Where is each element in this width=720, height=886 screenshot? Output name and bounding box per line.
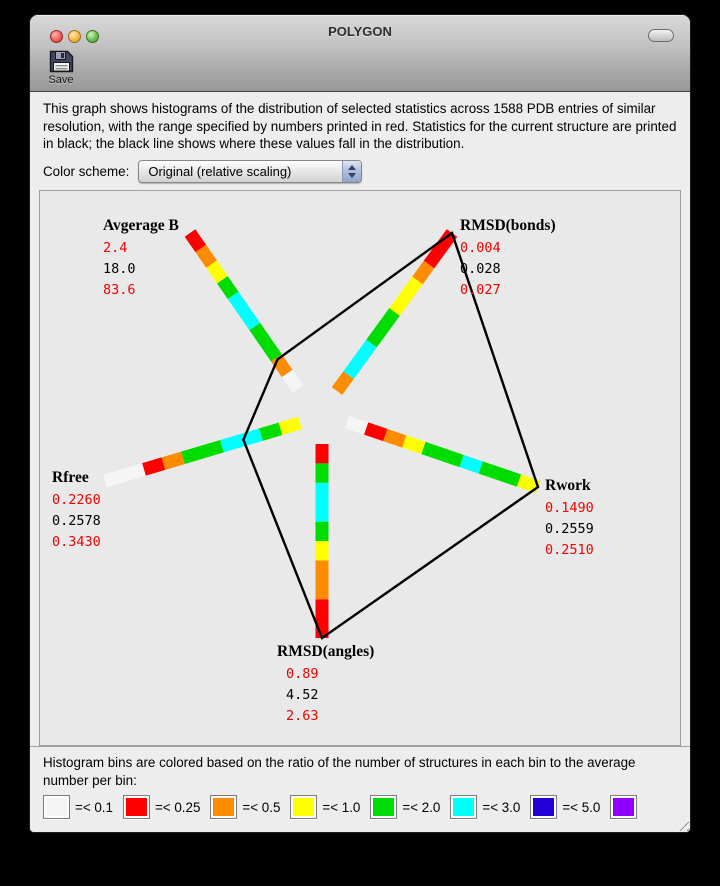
legend-swatch-fill xyxy=(293,798,314,816)
axis-max-rwork: 0.2510 xyxy=(545,542,594,558)
axis-label-rmsd-bonds: RMSD(bonds) xyxy=(460,217,556,234)
color-scheme-row xyxy=(43,159,362,183)
legend-bin-label: =< 3.0 xyxy=(482,799,521,815)
axis-block-rmsd-bonds xyxy=(460,217,556,301)
stepper-arrows-icon xyxy=(342,161,361,182)
axis-value-rmsd-bonds: 0.028 xyxy=(460,261,501,277)
histogram-segment-rwork-red xyxy=(366,429,385,436)
histogram-segment-rfree-red xyxy=(144,464,164,470)
axis-min-rfree: 0.2260 xyxy=(52,492,101,508)
histogram-segment-bonds-cyan xyxy=(349,344,372,376)
axis-block-rwork xyxy=(545,477,594,561)
axis-min-rmsd-angles: 0.89 xyxy=(286,666,319,682)
axis-block-rfree xyxy=(52,469,101,553)
histogram-segment-bonds-red xyxy=(429,233,452,265)
legend-bin-row xyxy=(43,795,649,819)
axis-block-average-b xyxy=(103,217,179,301)
floppy-disk-icon xyxy=(49,50,74,73)
axis-block-rmsd-angles xyxy=(277,643,374,727)
legend-bin-label: =< 5.0 xyxy=(562,799,601,815)
legend-bin-label: =< 0.5 xyxy=(242,799,281,815)
legend-swatch-white xyxy=(43,795,70,819)
description-text: This graph shows histograms of the distribution of selected statistics across 1588 PDB entries of similar resolution, with the range specified by numbers printed in red. Statistics for the current structure are printed in black; the black line shows where these values fall in the distribution. xyxy=(43,101,677,151)
axis-max-average-b: 83.6 xyxy=(103,282,136,298)
axis-value-rwork: 0.2559 xyxy=(545,521,594,537)
description-section xyxy=(30,92,690,190)
histogram-segment-rfree-cyan xyxy=(222,435,261,447)
histogram-segment-rwork-orange xyxy=(385,435,404,442)
legend-swatch-fill xyxy=(213,798,234,816)
histogram-segment-avg_b-white xyxy=(287,373,298,389)
legend-swatch-fill xyxy=(533,798,554,816)
axis-max-rmsd-bonds: 0.027 xyxy=(460,282,501,298)
window-title: POLYGON xyxy=(328,24,392,39)
polygon-window xyxy=(30,15,690,832)
legend-swatch-yellow xyxy=(290,795,317,819)
histogram-segment-rwork-yellow xyxy=(404,442,423,449)
histogram-segment-rfree-green xyxy=(261,429,281,435)
histogram-segment-avg_b-green xyxy=(255,327,277,358)
legend-bin-purple xyxy=(610,795,642,819)
save-button[interactable] xyxy=(43,50,79,90)
legend-swatch-purple xyxy=(610,795,637,819)
histogram-segment-bonds-orange xyxy=(418,265,430,281)
axis-min-rwork: 0.1490 xyxy=(545,500,594,516)
legend-bin-label: =< 1.0 xyxy=(322,799,361,815)
axis-min-average-b: 2.4 xyxy=(103,240,128,256)
legend-swatch-fill xyxy=(453,798,474,816)
legend-bin-label: =< 2.0 xyxy=(402,799,441,815)
legend-swatch-green xyxy=(370,795,397,819)
histogram-segment-avg_b-cyan xyxy=(233,295,255,326)
legend-description-text: Histogram bins are colored based on the ratio of the number of structures in each bin to the average number per bin: xyxy=(43,755,636,788)
legend-swatch-fill xyxy=(373,798,394,816)
axis-value-average-b: 18.0 xyxy=(103,261,136,277)
legend-bin-green xyxy=(370,795,443,819)
polygon-plot-area xyxy=(39,190,681,746)
histogram-segment-rfree-yellow xyxy=(281,423,301,429)
title-bar[interactable] xyxy=(30,15,690,48)
axis-label-average-b: Avgerage B xyxy=(103,217,179,234)
histogram-segment-rwork-green xyxy=(481,468,519,481)
histogram-segment-avg_b-green xyxy=(222,280,233,296)
histogram-segment-rfree-white xyxy=(105,469,144,481)
histogram-segment-rwork-green xyxy=(423,448,461,461)
legend-bin-white xyxy=(43,795,116,819)
axis-label-rmsd-angles: RMSD(angles) xyxy=(277,643,375,660)
legend-bin-orange xyxy=(210,795,283,819)
histogram-segment-rfree-green xyxy=(183,446,222,458)
histogram-segment-avg_b-orange xyxy=(201,249,212,265)
histogram-segment-rwork-white xyxy=(347,422,366,429)
legend-swatch-orange xyxy=(210,795,237,819)
axis-label-rfree: Rfree xyxy=(52,469,89,486)
axis-value-rmsd-angles: 4.52 xyxy=(286,687,319,703)
legend-swatch-blue xyxy=(530,795,557,819)
axis-value-rfree: 0.2578 xyxy=(52,513,101,529)
legend-bin-label: =< 0.25 xyxy=(154,799,201,815)
legend-bin-blue xyxy=(530,795,603,819)
save-button-label: Save xyxy=(48,74,74,86)
toolbar-toggle-button[interactable] xyxy=(648,29,674,42)
histogram-segment-rwork-cyan xyxy=(462,461,481,468)
axis-max-rfree: 0.3430 xyxy=(52,534,101,550)
legend-bin-label: =< 0.1 xyxy=(75,799,113,815)
histogram-segment-avg_b-red xyxy=(190,233,201,249)
histogram-segment-avg_b-yellow xyxy=(212,264,223,280)
legend-bin-cyan xyxy=(450,795,523,819)
legend-bin-red xyxy=(123,795,203,819)
resize-grip[interactable] xyxy=(675,817,689,831)
color-scheme-selected-value: Original (relative scaling) xyxy=(148,163,292,179)
axis-max-rmsd-angles: 2.63 xyxy=(286,708,319,724)
color-scheme-dropdown[interactable] xyxy=(138,160,362,183)
histogram-segment-rfree-orange xyxy=(164,458,184,464)
legend-swatch-red xyxy=(123,795,150,819)
histogram-segment-bonds-orange xyxy=(337,375,349,391)
legend-section xyxy=(30,746,690,832)
legend-swatch-fill xyxy=(126,798,147,816)
legend-swatch-cyan xyxy=(450,795,477,819)
axis-min-rmsd-bonds: 0.004 xyxy=(460,240,501,256)
histogram-segment-bonds-yellow xyxy=(395,280,418,312)
histogram-segment-bonds-green xyxy=(372,312,395,344)
legend-swatch-fill xyxy=(613,798,634,816)
legend-swatch-fill xyxy=(46,798,67,816)
window-header xyxy=(30,15,690,92)
axis-label-rwork: Rwork xyxy=(545,477,591,494)
color-scheme-label: Color scheme: xyxy=(43,163,130,179)
legend-bin-yellow xyxy=(290,795,363,819)
